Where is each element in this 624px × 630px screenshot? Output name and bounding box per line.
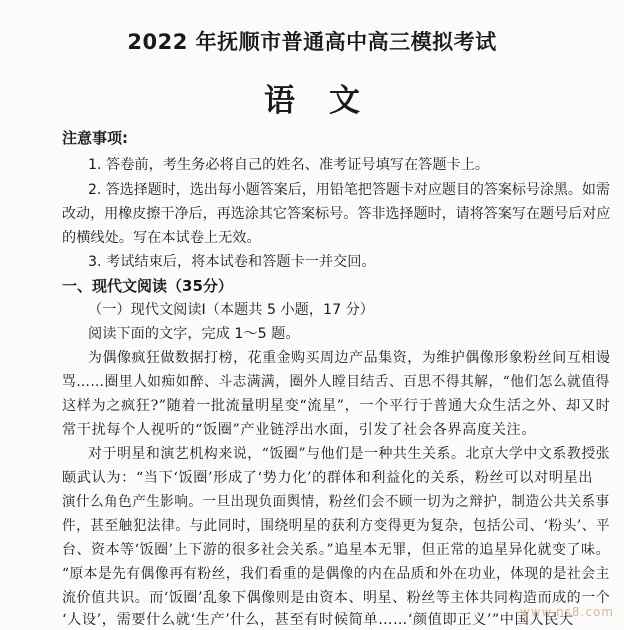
passage-line-4: 常干扰每个人视听的“饭圈”产业链浮出水面，引发了社会各界高度关注。 bbox=[62, 422, 537, 438]
notes-line-1: 1. 答卷前，考生务必将自己的姓名、准考证号填写在答题卡上。 bbox=[88, 157, 490, 173]
passage-line-2: 骂……圈里人如痴如醉、斗志满满，圈外人瞠目结舌、百思不得其解，“他们怎么就值得 bbox=[62, 374, 610, 390]
section-title: 一、现代文阅读（35分） bbox=[62, 277, 233, 295]
notes-line-2: 2. 答选择题时，选出每小题答案后，用铅笔把答题卡对应题目的答案标号涂黑。如需 bbox=[88, 182, 610, 198]
notes-heading: 注意事项: bbox=[62, 129, 128, 147]
passage-line-6: 颐武认为：“当下‘饭圈’形成了‘势力化’的群体和利益化的关系，粉丝可以对明星出 bbox=[62, 470, 594, 486]
passage-line-5: 对于明星和演艺机构来说，“饭圈”与他们是一种共生关系。北京大学中文系教授张 bbox=[88, 446, 611, 462]
passage-line-11: 流价值共识。而‘饭圈’乱象下偶像则是由资本、明星、粉丝等主体共同构造而成的一个 bbox=[62, 590, 611, 606]
section-instruction: 阅读下面的文字，完成 1～5 题。 bbox=[88, 326, 300, 342]
passage-line-7: 演什么角色产生影响。一旦出现负面舆情，粉丝们会不顾一切为之辩护，制造公共关系事 bbox=[62, 494, 610, 510]
section-subtitle: （一）现代文阅读Ⅰ（本题共 5 小题，17 分） bbox=[88, 302, 374, 318]
exam-title: 2022 年抚顺市普通高中高三模拟考试 bbox=[127, 30, 497, 54]
passage-line-9: 台、资本等‘饭圈’上下游的很多社会关系。”追星本无罪，但正常的追星异化就变了味。 bbox=[62, 542, 611, 558]
passage-line-10: “原本是先有偶像再有粉丝，我们看重的是偶像的内在品质和外在功业，体现的是社会主 bbox=[62, 566, 610, 582]
passage-line-12: ‘人设’，需要什么就‘生产’什么，甚至有时候简单……‘颜值即正义’”中国人民大 bbox=[62, 612, 574, 628]
notes-line-4: 的横线处。写在本试卷上无效。 bbox=[62, 230, 261, 246]
passage-line-8: 件，甚至触犯法律。与此同时，围绕明星的获利方变得更为复杂，包括公司、‘粉头’、平 bbox=[62, 518, 611, 534]
passage-line-3: 这样为之疯狂?”随着一批流量明星变“流星”，一个平行于普通大众生活之外、却又时 bbox=[62, 398, 611, 414]
passage-line-1: 为偶像疯狂做数据打榜，花重金购买周边产品集资，为维护偶像形象粉丝间互相谩 bbox=[88, 350, 611, 366]
watermark-site: www.ns8.com bbox=[519, 605, 614, 619]
subject-title: 语文 bbox=[264, 83, 394, 119]
notes-line-5: 3. 考试结束后，将本试卷和答题卡一并交回。 bbox=[88, 254, 376, 270]
notes-line-3: 改动，用橡皮擦干净后，再选涂其它答案标号。答非选择题时，请将答案写在题号后对应 bbox=[62, 206, 611, 222]
